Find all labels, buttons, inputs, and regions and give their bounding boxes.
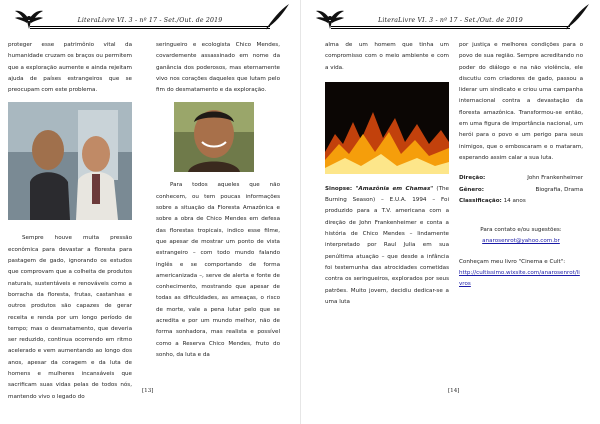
feather-pen-icon [262,2,292,32]
paragraph: Para todos aqueles que não conhecem, ou tem poucas informações sobre a situação da Floresta Amazônica e sobre a obra de Chico Mendes em defesa das florestas tropicais, indico esse filme, que apesar de mostrar um ponto de vista estrangeiro – com todo mundo falando inglês e se comportando de forma americanizada –, serve de alerta e fonte de conhecimento, mostrando que apesar de todas as dificuldades, as ameaças, o risco de morte, vale a pena lutar pelo que se acredita e por um mundo melhor, não de forma sonhadora, mas realista e possível como a Reserva Chico Mendes, fruto do sonho, da luta e da [156,182,280,358]
chico-mendes-photo [174,102,254,172]
page-header [309,2,592,36]
genero-row [459,185,583,196]
header-title: LiteraLivre VI. 3 - nº 17 - Set./Out. de 2019 [378,17,523,24]
paragraph: alma de um homem que tinha um compromisso com o meio ambiente e com a vida. [325,42,449,71]
right-column-2 [459,40,583,291]
classificacao-row [459,196,583,207]
header-title: LiteraLivre VI. 3 - nº 17 - Set./Out. de 2019 [77,17,223,24]
film-still-photo [8,102,132,220]
forest-fire-photo [325,82,449,174]
paragraph: proteger esse patrimônio vital da humanidade cruzam os braços ou permitem que a exploração aumente e ainda rejeitam ajuda de países estrangeiros que se preocupam com este problema. [8,42,132,94]
direcao-row [459,173,583,184]
contact-label: Para contato e/ou sugestões: [480,227,562,234]
book-link[interactable]: http://cultissimo.wixsite.com/anarosenrot/livros [459,270,580,288]
left-column-2 [156,40,280,361]
book-label: Conheçam meu livro "Cinema e Cult": [459,258,566,265]
right-page [300,0,600,424]
classificacao-label: Classificação: [459,197,502,204]
direcao-label: Direção: [459,175,486,182]
header-rule [30,28,270,29]
header-rule [331,26,570,27]
direcao-value: John Frankenheimer [527,175,583,182]
feather-pen-icon [562,2,592,32]
right-column-1 [325,40,449,308]
page-number: [13] [142,388,154,394]
paragraph: seringueiro e ecologista Chico Mendes, covardemente assassinado em nome da ganância dos poderosos, mas eternamente vivo nos corações daqueles que lutam pelo fim do desmatamento e da exploração. [156,42,280,94]
header-rule [30,26,270,27]
paragraph: Sempre houve muita pressão econômica para devastar a floresta para pastagem de gado, ignorando os estudos que comprovam que a colheita de produtos naturais, sustentáveis e renováveis como a borracha da floresta, frutas, castanhas e outros produtos são capazes de gerar receita e renda por um longo período de tempo; mas o desmatamento, que deveria ser reduzido, continua ocorrendo em ritmo acelerado e vem aumentando ao longo dos anos, apesar da coragem e da luta de homens e mulheres incansáveis que sacrificam suas vidas pelas de todos nós, mantendo vivo o legado do [8,235,132,400]
paragraph: por justiça e melhores condições para o povo de sua região. Sempre acreditando no poder do diálogo e na não violência, ele discutiu com criadores de gado, passou a liderar um sindicato e criou uma campanha internacional contra a devastação da floresta amazônica. Transformou-se então, em uma figura de importância nacional, um herói para o povo e um perigo para seus inimigos, que o emboscaram e o mataram, esperando assim calar a sua luta. [459,42,583,161]
left-column-1 [8,40,132,403]
page-number: [14] [448,388,460,394]
sinopse-paragraph [325,184,449,308]
genero-value: Biografia, Drama [535,186,583,193]
classificacao-value: 14 anos [503,197,526,204]
sinopse-text: (The Burning Season) – E.U.A. 1994 – Foi produzido para a T.V. americana com a direção de John Frankenheimer e conta a história de Chico Mendes – lindamente interpretado por Raul Julia em sua penúltima atuação – que desde a infância foi testemunha das atrocidades cometidas contra os seringueiros, explorados por seus patrões. Muito jovem, decidiu dedicar-se a uma luta [325,185,449,305]
genero-label: Gênero: [459,186,484,193]
contact-email-link[interactable]: anarosenrot@yahoo.com.br [482,238,560,245]
page-header [8,2,292,36]
sinopse-label: Sinopse: [325,185,356,192]
sinopse-film-title: "Amazônia em Chamas" [355,185,434,192]
header-rule [331,28,570,29]
